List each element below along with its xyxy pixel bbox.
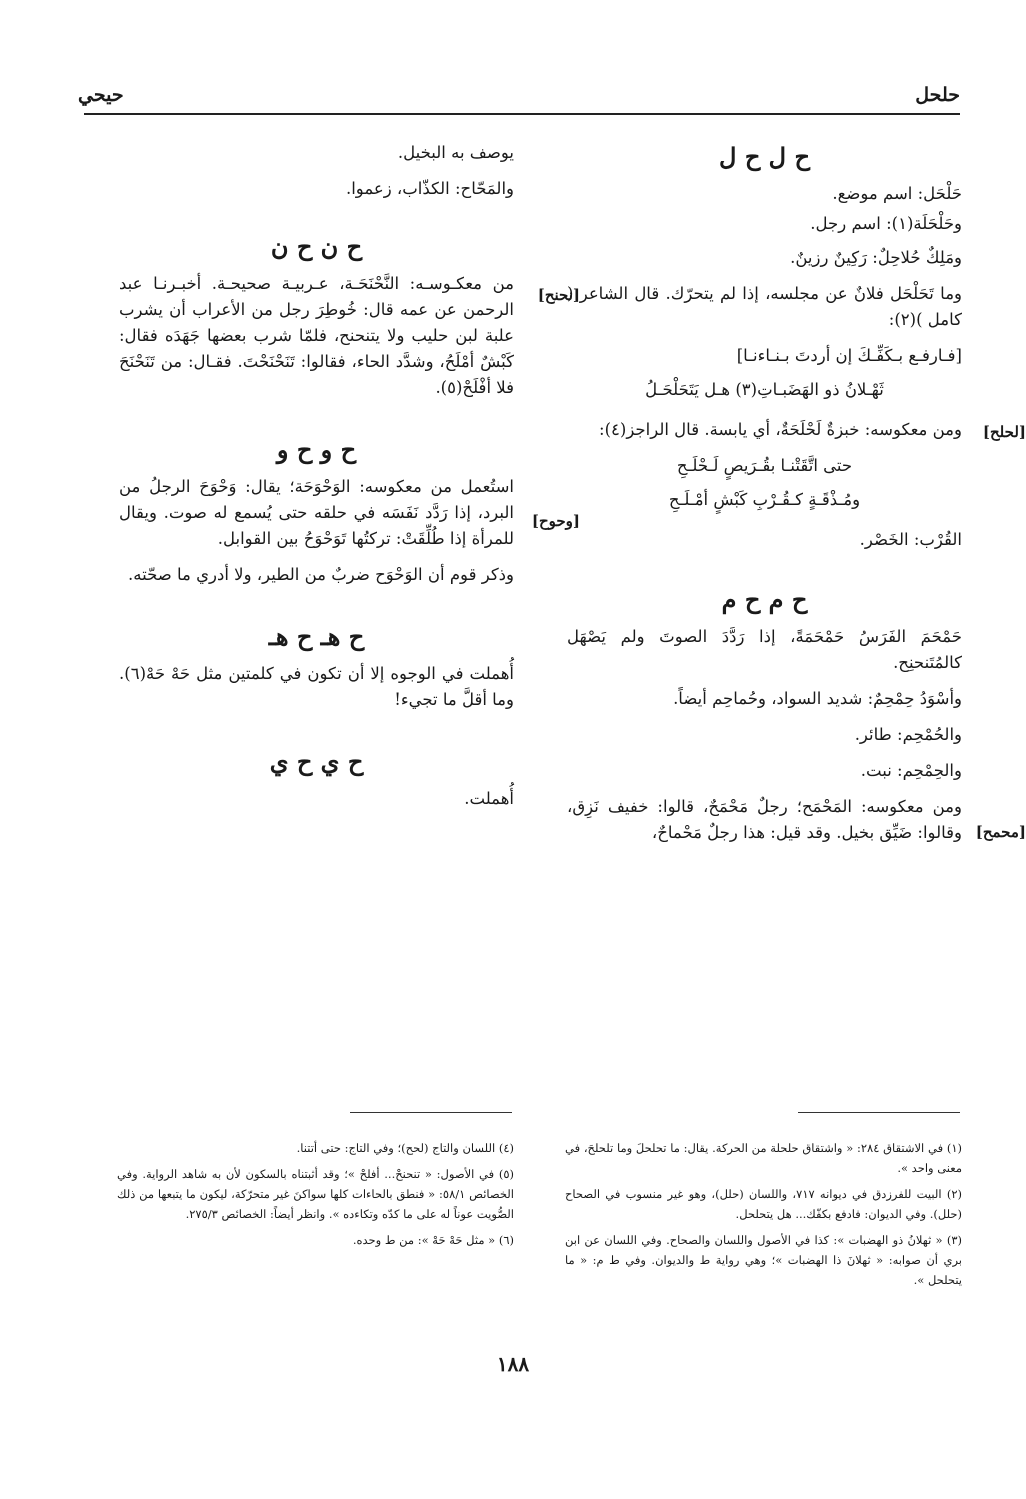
footnote-rule-right bbox=[798, 1112, 960, 1113]
entry-line: وحَلْحَلَة(١): اسم رجل. bbox=[810, 214, 962, 233]
root-marker: [وحوح] bbox=[531, 512, 580, 530]
header-rule bbox=[84, 113, 960, 115]
entry-paragraph: أُهملت في الوجوه إلا أن تكون في كلمتين مثل حَهْ حَهْ(٦). وما أقلَّ ما تجيء! bbox=[119, 664, 514, 709]
section-heading-hnhn: ح ن ح ن bbox=[270, 232, 363, 261]
section-heading-hwhw: ح و ح و bbox=[276, 435, 357, 464]
verse-line: ثَهْـلانُ ذو الهَضَبـاتِ(٣) هـل يَتَحَلْحَـلُ bbox=[645, 380, 884, 399]
entry-paragraph: والحِمْحِم: نبت. bbox=[860, 761, 962, 780]
header-left-title: حيحي bbox=[78, 84, 124, 106]
section-heading-hlhl: ح ل ح ل bbox=[719, 142, 810, 171]
entry-paragraph: من معكـوسـه: النَّحْنَحَـة، عـربيـة صحيحـة. أخبـرنـا عبد الرحمن عن عمه قال: خُوطِرَ رجل من الأعراب أن يشرب علبة لبن حليب ولا يتنحنح، فلمّا شرب بعضها جَهَدَه فقال: كَبْشٌ أمْلَحُ، وشدَّد الحاء، فقالوا: تَنَحْنَحْتَ. فقـال: من تَنَحْنَحَ فلا أفْلَحْ(٥). bbox=[119, 274, 514, 397]
entry-paragraph: ومن معكوسه: خبزةٌ لَحْلَحَةٌ، أي يابسة. قال الراجز(٤): bbox=[599, 420, 962, 439]
footnote: (٤) اللسان والتاج (لحح)؛ وفي التاج: حتى أتتنا. bbox=[296, 1141, 514, 1155]
entry-paragraph: وما تَحَلْحَل فلانٌ عن مجلسه، إذا لم يتحرّك. قال الشاعر ( كامل )(٢): bbox=[567, 284, 962, 329]
root-marker: [لحلح] bbox=[982, 423, 1026, 441]
left-column bbox=[119, 128, 514, 822]
entry-line: حَلْحَل: اسم موضع. bbox=[832, 184, 962, 203]
footnote: (٣) « ثهلانُ ذو الهضبات »: كذا في الأصول واللسان والصحاح. وفي اللسان عن ابن بري أن صوابه: « ثهلانَ ذا الهضبات »؛ وهي رواية ط والديوان. وفي ط م: « ما يتحلحل ». bbox=[565, 1233, 962, 1287]
entry-paragraph: استُعمل من معكوسه: الوَحْوَحَة؛ يقال: وَحْوَحَ الرجلُ من البرد، إذا رَدَّد نَفَسَه في حلقه حتى يُسمع له صوت. ويقال للمرأة إذا طُلِّقَتْ: تركتُها تَوَحْوَحُ بين القوابل. bbox=[119, 477, 514, 548]
root-marker: [نحنح] bbox=[537, 286, 580, 304]
footnote: (٢) البيت للفرزدق في ديوانه ٧١٧، واللسان (حلل)، وهو غير منسوب في الصحاح (حلل). وفي الديوان: فادفع بكفّك... هل يتحلحل. bbox=[565, 1187, 962, 1221]
entry-line: ومَلِكٌ حُلاحِلٌ: رَكِينٌ رزينٌ. bbox=[790, 248, 962, 267]
root-marker: [محمح] bbox=[975, 823, 1026, 841]
right-column bbox=[567, 128, 962, 856]
header-right-title: حلحل bbox=[915, 84, 960, 106]
entry-paragraph: القُرْب: الخَصْر. bbox=[859, 530, 962, 549]
footnotes-left bbox=[117, 1138, 514, 1256]
entry-paragraph: وأسْوَدُ حِمْحِمٌ: شديد السواد، وحُماحِم أيضاً. bbox=[673, 689, 962, 708]
footnotes-right bbox=[565, 1138, 962, 1296]
entry-paragraph: أُهملت. bbox=[464, 789, 514, 808]
verse-line: حتى اتَّقَتْنـا بقُـرَيصٍ لَـحْلَـحِ bbox=[676, 456, 853, 475]
entry-paragraph: وذكر قوم أن الوَحْوَح ضربٌ من الطير، ولا أدري ما صحّته. bbox=[128, 565, 514, 584]
verse-line: [فـارفـع بـكَفِّـكَ إن أردتَ بـنـاءنـا] bbox=[736, 346, 962, 365]
section-heading-hmhm: ح م ح م bbox=[721, 585, 808, 614]
footnote-rule-left bbox=[350, 1112, 512, 1113]
section-heading-hhhh: ح هـ ح هـ bbox=[268, 622, 365, 651]
entry-paragraph: يوصف به البخيل. bbox=[397, 143, 514, 162]
footnote: (١) في الاشتقاق ٢٨٤: « واشتقاق حلحلة من الحركة. يقال: ما تحلحلَ وما تلحلحَ، في معنى واحد ». bbox=[565, 1141, 962, 1175]
section-heading-hyhy: ح ي ح ي bbox=[269, 747, 364, 776]
entry-paragraph: ومن معكوسه: المَحْمَح؛ رجلٌ مَحْمَحٌ، قالوا: خفيف نَزِق، وقالوا: ضَيِّق بخيل. وقد قيل: هذا رجلٌ مَحْماحٌ، bbox=[567, 797, 962, 842]
entry-paragraph: حَمْحَمَ الفَرَسُ حَمْحَمَةً، إذا رَدَّدَ الصوتَ ولم يَصْهَل كالمُتَنحنِح. bbox=[567, 627, 962, 672]
footnote: (٦) « مثل حَهْ حَهْ »: من ط وحده. bbox=[352, 1233, 514, 1247]
page-number: ١٨٨ bbox=[496, 1352, 530, 1376]
footnote: (٥) في الأصول: « تنحنحْ... أفلحْ »؛ وقد أثبتناه بالسكون لأن به شاهد الرواية. وفي الخصائص ٥٨/١: « فنطق بالحاءات كلها سواكنَ غير متحرّكة، ليكون ما يتبعها من ذلك الصُّويت عوناً له على ما كدّه وتكاءده ». وانظر أيضاً: الخصائص ٢٧٥/٣. bbox=[117, 1167, 514, 1221]
entry-paragraph: والحُمْحِم: طائر. bbox=[854, 725, 962, 744]
running-header bbox=[78, 84, 960, 112]
entry-paragraph: والمَحّاح: الكذّاب، زعموا. bbox=[345, 179, 514, 198]
verse-line: ومُـذْقَـةٍ كـقُـرْبِ كَبْشٍ أمْـلَـحِ bbox=[668, 490, 861, 509]
